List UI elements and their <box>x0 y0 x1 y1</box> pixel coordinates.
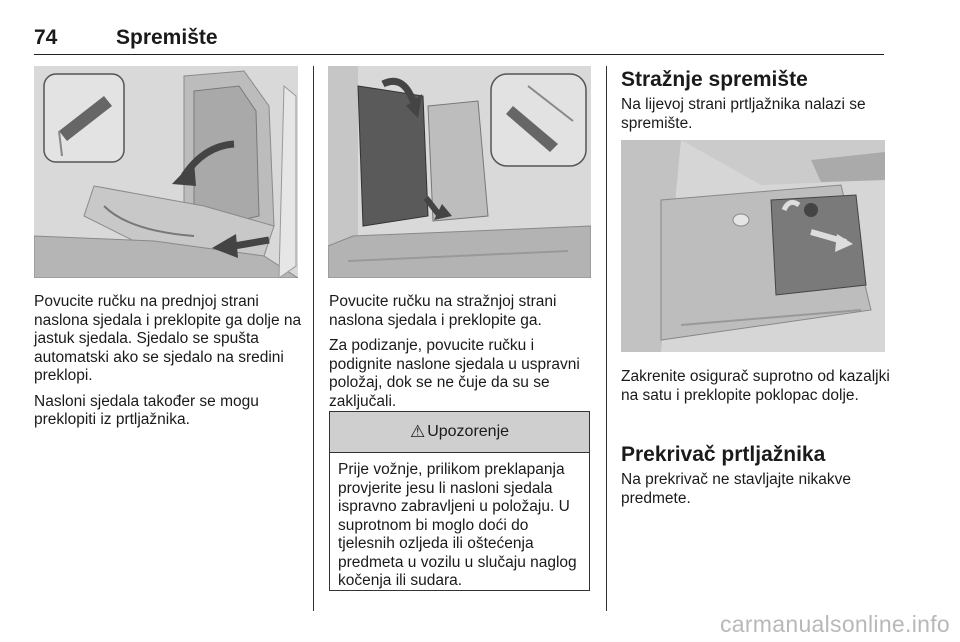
column-divider <box>313 66 314 611</box>
paragraph: Povucite ručku na stražnjoj strani naslona sjedala i preklopite ga. <box>329 293 557 329</box>
watermark: carmanualsonline.info <box>719 611 950 637</box>
rear-seat-fold-illustration <box>328 66 591 278</box>
warning-body: Prije vožnje, prilikom preklapanja provjerite jesu li nasloni sjedala ispravno zabravljeni u položaju. U suprotnom bi moglo doći do tjelesnih ozljeda ili oštećenja predmeta u vozilu u slučaju naglog kočenja ili sudara. <box>338 461 577 589</box>
warning-triangle-icon: ⚠ <box>409 422 426 441</box>
paragraph: Nasloni sjedala također se mogu preklopiti iz prtljažnika. <box>34 392 259 428</box>
column-divider <box>606 66 607 611</box>
warning-box <box>329 411 590 591</box>
warning-title: Upozorenje <box>427 423 510 440</box>
seat-fold-drawing <box>34 66 298 278</box>
page-number: 74 <box>34 26 58 49</box>
left-column-text <box>34 293 302 437</box>
rear-seat-drawing <box>328 66 591 278</box>
page-title: Spremište <box>116 26 218 49</box>
seat-fold-illustration <box>34 66 298 278</box>
section-intro: Na lijevoj strani prtljažnika nalazi se spremište. <box>621 96 866 132</box>
rear-storage-illustration <box>621 140 885 352</box>
middle-column-text <box>329 293 597 418</box>
warning-header <box>330 412 589 453</box>
section-heading: Stražnje spremište <box>621 68 808 91</box>
section-heading: Prekrivač prtljažnika <box>621 443 826 466</box>
page-header <box>34 26 884 55</box>
rear-storage-drawing <box>621 140 885 352</box>
storage-caption: Zakrenite osigurač suprotno od kazaljki na satu i preklopite poklopac dolje. <box>621 368 890 404</box>
paragraph: Za podizanje, povucite ručku i podignite naslone sjedala u uspravni položaj, dok se ne čuje da su se zaključali. <box>329 337 580 410</box>
paragraph: Povucite ručku na prednjoj strani naslona sjedala i preklopite ga dolje na jastuk sjedala. Sjedalo se spušta automatski ako se sjedalo na sredini preklopi. <box>34 293 302 384</box>
section-text: Na prekrivač ne stavljajte nikakve predmete. <box>621 471 852 507</box>
